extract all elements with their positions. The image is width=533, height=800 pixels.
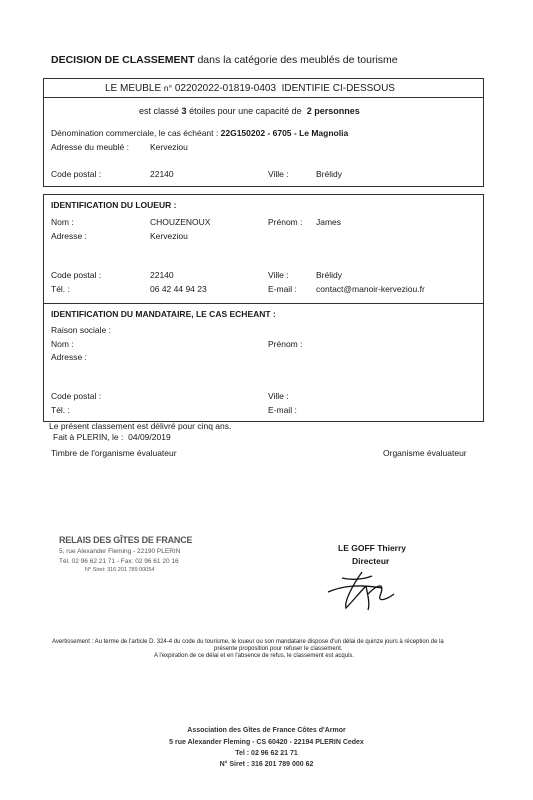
meuble-no-sign: n° — [163, 83, 173, 93]
fait-line — [53, 432, 171, 442]
meuble-cp-value: 22140 — [150, 169, 174, 179]
meuble-identifie: IDENTIFIE CI-DESSOUS — [281, 83, 395, 94]
stamp-line2: 5, rue Alexander Fleming - 22190 PLERIN — [59, 548, 181, 555]
loueur-prenom-label: Prénom : — [268, 217, 303, 227]
denomination-value: 22G150202 - 6705 - Le Magnolia — [220, 128, 349, 138]
footer-line1: Association des Gîtes de France Côtes d'Armor — [187, 727, 346, 734]
signatory-name: LE GOFF Thierry — [338, 543, 407, 553]
mandataire-nom-label: Nom : — [51, 339, 74, 349]
validity-text: Le présent classement est délivré pour cinq ans. — [49, 421, 232, 431]
mandataire-divider — [43, 303, 483, 304]
loueur-tel-label: Tél. : — [51, 284, 70, 294]
mandataire-ville-label: Ville : — [268, 391, 289, 401]
loueur-ville-label: Ville : — [268, 270, 289, 280]
timbre-label: Timbre de l'organisme évaluateur — [51, 448, 177, 458]
stars-value: 3 — [181, 106, 187, 116]
loueur-email-label: E-mail : — [268, 284, 297, 294]
fait-label: Fait à PLERIN, le : — [53, 432, 124, 442]
loueur-nom-value: CHOUZENOUX — [150, 217, 211, 227]
mandataire-cp-label: Code postal : — [51, 391, 102, 401]
meuble-header — [105, 83, 395, 94]
denomination-line — [51, 128, 348, 138]
mandataire-prenom-label: Prénom : — [268, 339, 303, 349]
meuble-address-label: Adresse du meublé : — [51, 142, 129, 152]
mandataire-raison-label: Raison sociale : — [51, 325, 112, 335]
fait-date: 04/09/2019 — [128, 432, 171, 442]
meuble-ville-value: Brélidy — [316, 169, 342, 179]
warning-line2: présente proposition pour refuser le classement. — [214, 646, 343, 652]
loueur-nom-label: Nom : — [51, 217, 74, 227]
meuble-cp-label: Code postal : — [51, 169, 102, 179]
organisme-label: Organisme évaluateur — [383, 448, 467, 458]
meuble-number: 02202022-01819-0403 — [174, 83, 277, 94]
loueur-adresse-label: Adresse : — [51, 231, 87, 241]
title-rest: dans la catégorie des meublés de tourisme — [197, 54, 398, 66]
footer-line3: Tel : 02 96 62 21 71 — [235, 750, 298, 757]
loueur-cp-label: Code postal : — [51, 270, 102, 280]
meuble-label: LE MEUBLE — [105, 83, 162, 94]
loueur-cp-value: 22140 — [150, 270, 174, 280]
meuble-address-value: Kerveziou — [150, 142, 188, 152]
stamp-line1: RELAIS DES GÎTES DE FRANCE — [59, 535, 193, 545]
meuble-ville-label: Ville : — [268, 169, 289, 179]
stamp-line4: N° Siret: 316 201 789 00054 — [85, 567, 155, 573]
warning-line3: A l'expiration de ce délai et en l'absence de refus, le classement est acquis. — [154, 653, 355, 659]
signature-image — [322, 566, 408, 612]
denomination-label: Dénomination commerciale, le cas échéant : — [51, 128, 219, 138]
mandataire-adresse-label: Adresse : — [51, 352, 87, 362]
mandataire-tel-label: Tél. : — [51, 405, 70, 415]
identification-box — [43, 194, 484, 422]
classe-mid: étoiles pour une capacité de — [189, 106, 302, 116]
document-title — [51, 54, 398, 66]
meuble-header-divider — [43, 97, 483, 98]
title-bold: DECISION DE CLASSEMENT — [51, 54, 195, 66]
loueur-email-value: contact@manoir-kerveziou.fr — [316, 284, 425, 294]
capacity-value: 2 personnes — [306, 106, 360, 116]
loueur-heading: IDENTIFICATION DU LOUEUR : — [51, 200, 177, 210]
classement-line — [139, 106, 360, 116]
classe-prefix: est classé — [139, 106, 180, 116]
footer-line4: N° Siret : 316 201 789 000 62 — [219, 761, 314, 768]
footer-line2: 5 rue Alexander Fleming - CS 60420 - 22194 PLERIN Cedex — [169, 739, 364, 746]
loueur-tel-value: 06 42 44 94 23 — [150, 284, 207, 294]
loueur-adresse-value: Kerveziou — [150, 231, 188, 241]
mandataire-email-label: E-mail : — [268, 405, 297, 415]
stamp-line3: Tél. 02 96 62 21 71 - Fax: 02 96 61 20 16 — [59, 558, 179, 565]
signatory-title: Directeur — [352, 556, 390, 566]
warning-line1: Avertissement : Au terme de l'article D. 324-4 du code du tourisme, le loueur ou son mandataire dispose d'un délai de quinze jours à réception de la — [52, 639, 444, 645]
mandataire-heading: IDENTIFICATION DU MANDATAIRE, LE CAS ECHEANT : — [51, 309, 276, 319]
loueur-prenom-value: James — [316, 217, 342, 227]
loueur-ville-value: Brélidy — [316, 270, 342, 280]
